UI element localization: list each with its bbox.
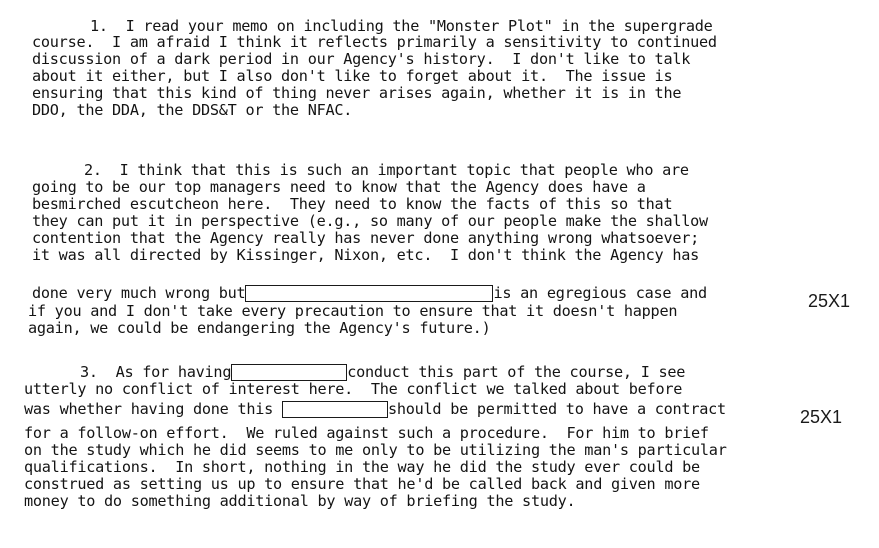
paragraph-1-number: 1. xyxy=(90,17,108,35)
paragraph-3-line-1-before: As for having xyxy=(115,363,232,381)
paragraph-2-number: 2. xyxy=(84,161,102,179)
margin-code: 25X1 xyxy=(800,407,843,427)
paragraph-1-text: I read your memo on including the "Monster Plot" in the supergrade xyxy=(125,17,713,35)
paragraph-1-line-4: about it either, but I also don't like to forget about it. The issue is xyxy=(32,67,673,85)
paragraph-3-line-3-before: was whether having done this xyxy=(24,400,274,418)
paragraph-3-line-6: qualifications. In short, nothing in the way he did the study ever could be xyxy=(24,458,700,476)
redaction-box xyxy=(231,364,347,381)
paragraph-2-line-9: again, we could be endangering the Agency's future.) xyxy=(28,319,491,337)
paragraph-1-line-6: DDO, the DDA, the DDS&T or the NFAC. xyxy=(32,101,353,119)
paragraph-2-line-2: going to be our top managers need to know that the Agency does have a xyxy=(32,178,646,196)
paragraph-1-line-2: course. I am afraid I think it reflects primarily a sensitivity to continued xyxy=(32,33,717,51)
paragraph-3-line-8: money to do something additional by way of briefing the study. xyxy=(24,492,576,510)
paragraph-1-line-5: ensuring that this kind of thing never arises again, whether it is in the xyxy=(32,84,682,102)
paragraph-2-line-1 xyxy=(84,162,689,178)
paragraph-2-line-3: besmirched escutcheon here. They need to know the facts of this so that xyxy=(32,195,673,213)
paragraph-3-line-1 xyxy=(80,364,685,381)
paragraph-3-line-3 xyxy=(24,401,726,418)
paragraph-3-number: 3. xyxy=(80,363,98,381)
paragraph-3-line-1-after: conduct this part of the course, I see xyxy=(347,363,686,381)
paragraph-3-line-3-after: should be permitted to have a contract xyxy=(387,400,726,418)
paragraph-2-line-7-after: is an egregious case and xyxy=(493,284,707,302)
paragraph-2-line-7 xyxy=(32,285,707,302)
redaction-box xyxy=(245,285,493,302)
paragraph-2-text: I think that this is such an important topic that people who are xyxy=(119,161,689,179)
paragraph-2-line-8: if you and I don't take every precaution to ensure that it doesn't happen xyxy=(28,302,678,320)
redaction-box xyxy=(282,401,388,418)
paragraph-3-line-5: on the study which he did seems to me only to be utilizing the man's particular xyxy=(24,441,727,459)
margin-code: 25X1 xyxy=(808,291,851,311)
paragraph-3-line-4: for a follow-on effort. We ruled against such a procedure. For him to brief xyxy=(24,424,709,442)
paragraph-2-line-5: contention that the Agency really has never done anything wrong whatsoever; xyxy=(32,229,700,247)
paragraph-1-line-1 xyxy=(90,18,713,34)
paragraph-2-line-7-before: done very much wrong but xyxy=(32,284,246,302)
paragraph-1-line-3: discussion of a dark period in our Agency's history. I don't like to talk xyxy=(32,50,691,68)
paragraph-3-line-2: utterly no conflict of interest here. The conflict we talked about before xyxy=(24,380,683,398)
paragraph-3-line-7: construed as setting us up to ensure that he'd be called back and given more xyxy=(24,475,700,493)
paragraph-2-line-4: they can put it in perspective (e.g., so many of our people make the shallow xyxy=(32,212,708,230)
paragraph-2-line-6: it was all directed by Kissinger, Nixon, etc. I don't think the Agency has xyxy=(32,246,700,264)
